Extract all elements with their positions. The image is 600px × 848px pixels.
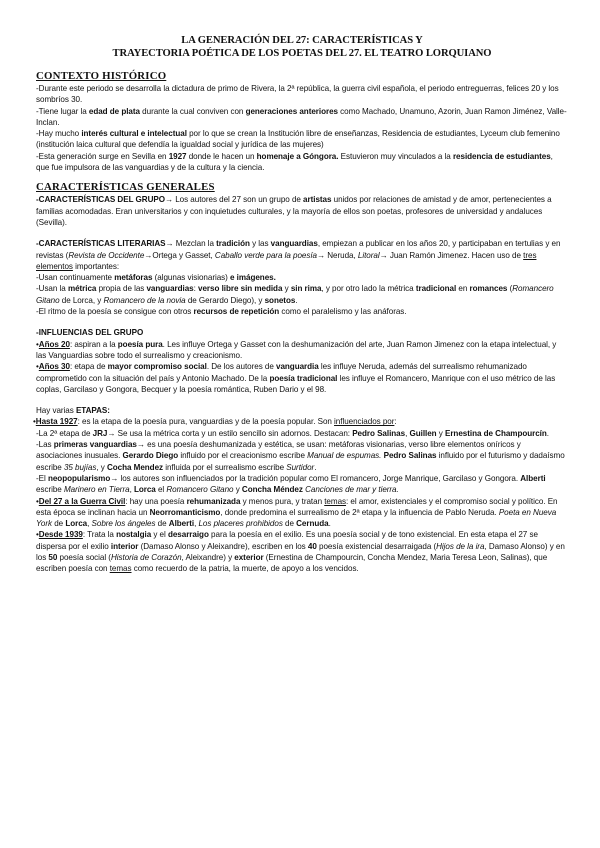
bullet: • [33,417,36,427]
paragraph-desde-1939: •Desde 1939: Trata la nostalgia y el desarraigo para la poesía en el exilio. Es una poesía social y de tono existencial. En esta etapa el 27 se dispersa por el exilio interior (Damaso Alonso y Aleixandre), escriben en los 40 poesía existencial desarraigada (Hijos de la ira, Damaso Alonso) y en los 50 poesía social (Historia de Corazón, Aleixandre) y exterior (Ernestina de Champourcin, Concha Mendez, Maria Teresa Leon, Salinas), que escriben poesía con temas como recuerdo de la patria, la muerte, de apoyo a los vencidos. [36,530,565,574]
paragraph-metaforas: -Usan continuamente metáforas (algunas visionarias) e imágenes. [36,273,276,283]
paragraph-grupo: -CARACTERÍSTICAS DEL GRUPO→ Los autores del 27 son un grupo de artistas unidos por relaciones de amistad y de amor, pertenecientes a familias acomodadas. Eran universitarios y con inquietudes culturales, y la mayoría de ellos son poetas, profesores de universidad y andaluces (Sevilla). [36,195,552,227]
paragraph-anos-30: •Años 30: etapa de mayor compromiso social. De los autores de vanguardia les influye Neruda, además del surrealismo rehumanizado comprometido con la situación del país y Antonio Machado. De la poesía tradicional les influye el Romancero, Manrique con el uso métrico de las coplas, Garcilaso y Gongora, Becquer y la poesía romántica, Ruben Dario y el 98. [36,362,556,394]
paragraph-contexto-3: -Hay mucho interés cultural e intelectual por lo que se crean la Institución libre de enseñanzas, Residencia de estudiantes, Lyceum club femenino (institución laica cultural que defendía la igualdad social y jurídica de las mujeres) [36,129,560,150]
bullet: • [36,496,39,506]
subheading-influencias: -INFLUENCIAS DEL GRUPO [36,328,144,338]
paragraph-literarias: -CARACTERÍSTICAS LITERARIAS→ Mezclan la tradición y las vanguardias, empiezan a publicar en los años 20, y participaban en tertulias y en revistas (Revista de Occidente→Ortega y Gasset, Caballo verde para la poesía→ Neruda, Litoral→ Juan Ramón Jimenez. Hacen uso de tres elementos importantes: [36,239,561,271]
section-heading-contexto: CONTEXTO HISTÓRICO [36,70,167,82]
paragraph-guerra-civil: •Del 27 a la Guerra Civil: hay una poesía rehumanizada y menos pura, y tratan temas: el amor, existenciales y el compromiso social y político. En esta época se inclinan hacia un Neorromanticismo, donde predomina el surrealismo de 2ª etapa y la influencia de Pablo Neruda. Poeta en Nueva York de Lorca, Sobre los ángeles de Alberti, Los placeres prohibidos de Cernuda. [36,496,558,529]
section-heading-caracteristicas: CARACTERÍSTICAS GENERALES [36,181,215,194]
bullet: • [36,530,39,540]
paragraph-contexto-4: -Esta generación surge en Sevilla en 1927 donde le hacen un homenaje a Góngora. Estuvieron muy vinculados a la residencia de estudiantes, que fue impulsora de las vanguardias y de la cultura y la ciencia. [36,151,553,173]
document-page [33,34,568,575]
paragraph-metrica: -Usan la métrica propia de las vanguardias: verso libre sin medida y sin rima, y por otro lado la métrica tradicional en romances (Romancero Gitano de Lorca, y Romancero de la novia de Gerardo Diego), y sonetos. [36,284,554,305]
paragraph-vanguardias: -Las primeras vanguardias→ es una poesía deshumanizada y estética, se usan: metáforas visionarias, verso libre elementos oníricos y asociaciones inusuales. Gerardo Diego influido por el creacionismo escribe Manual de espumas. Pedro Salinas influido por el futurismo y dadaísmo escribe 35 bujías, y Cocha Mendez influida por el surrealismo escribe Surtidor. [36,440,565,472]
bullet: • [36,339,39,349]
document-title [36,34,568,60]
title-line-1: LA GENERACIÓN DEL 27: CARACTERÍSTICAS Y [181,35,423,46]
paragraph-hasta-1927: •Hasta 1927: es la etapa de la poesía pura, vanguardias y de la poesía popular. Son influenciados por: [33,417,397,427]
paragraph-contexto-1: -Durante este periodo se desarrolla la dictadura de primo de Rivera, la 2ª república, la guerra civil española, el periodo entreguerras, felices 20 y los sombríos 30. [36,84,559,105]
paragraph-anos-20: •Años 20: aspiran a la poesía pura. Les influye Ortega y Gasset con la deshumanización del arte, Juan Ramon Jimenez con la etapa intelectual, y las Vanguardias sobre todo el surrealismo y creacionismo. [36,339,557,360]
bullet: • [36,362,39,372]
paragraph-etapas-intro: Hay varias ETAPAS: [36,406,110,416]
paragraph-jrj: -La 2ª etapa de JRJ→ Se usa la métrica corta y un estilo sencillo sin adornos. Destacan: Pedro Salinas, Guillen y Ernestina de Champourcín. [36,428,549,438]
paragraph-neopopularismo: -El neopopularismo→ los autores son influenciados por la tradición popular como El romancero, Jorge Manrique, Garcilaso y Gongora. Alberti escribe Marinero en Tierra, Lorca el Romancero Gitano y Concha Méndez Canciones de mar y tierra. [36,473,546,495]
paragraph-contexto-2: -Tiene lugar la edad de plata durante la cual conviven con generaciones anteriores como Machado, Unamuno, Azorin, Juan Ramon Jiménez, Valle-Inclan. [36,106,567,127]
paragraph-ritmo: -El ritmo de la poesía se consigue con otros recursos de repetición como el paralelismo y las anáforas. [36,307,407,317]
title-line-2: TRAYECTORIA POÉTICA DE LOS POETAS DEL 27. EL TEATRO LORQUIANO [112,48,492,59]
